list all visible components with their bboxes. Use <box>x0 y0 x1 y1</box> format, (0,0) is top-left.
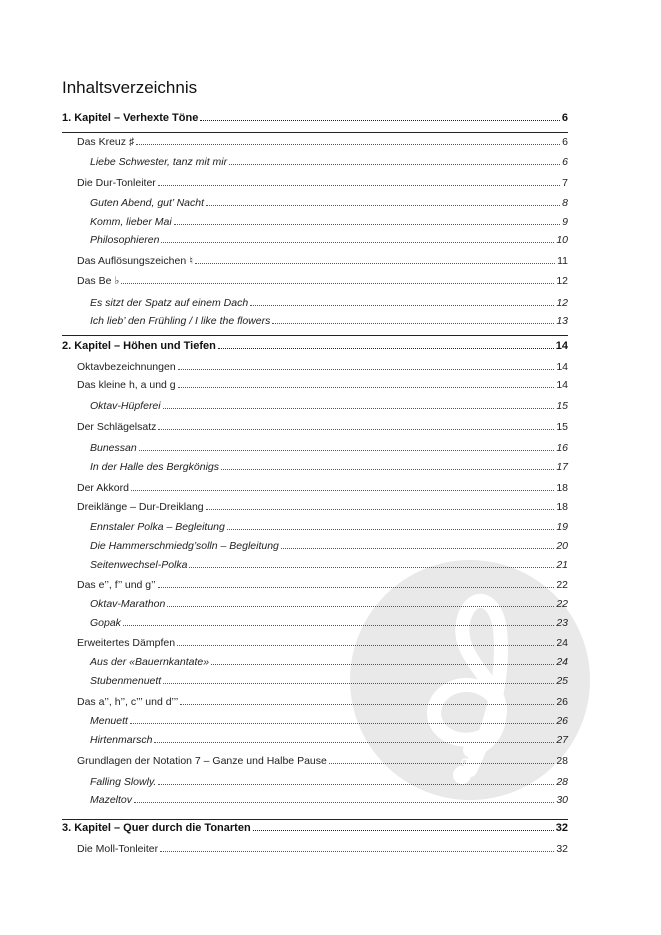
dot-leader <box>221 469 554 470</box>
toc-entry-page: 26 <box>556 715 568 727</box>
toc-entry-page: 27 <box>556 734 568 746</box>
toc-piece-entry[interactable] <box>90 442 568 454</box>
toc-entry-label: Die Hammerschmiedg’solln – Begleitung <box>90 540 279 552</box>
toc-entry-label: Komm, lieber Mai <box>90 216 172 228</box>
toc-piece-entry[interactable] <box>90 675 568 687</box>
dot-leader <box>272 323 554 324</box>
toc-piece-entry[interactable] <box>90 656 568 668</box>
toc-entry-page: 14 <box>555 340 568 352</box>
toc-section-entry[interactable] <box>77 379 568 391</box>
toc-entry-label: Der Akkord <box>77 482 129 494</box>
chapter-separator <box>62 335 568 336</box>
toc-entry-page: 19 <box>556 521 568 533</box>
dot-leader <box>250 305 554 306</box>
toc-entry-label: Oktav-Marathon <box>90 598 166 610</box>
toc-entry-label: Mazeltov <box>90 794 133 806</box>
toc-entry-label: Falling Slowly. <box>90 776 157 788</box>
dot-leader <box>121 283 554 284</box>
dot-leader <box>281 548 554 549</box>
dot-leader <box>158 587 555 588</box>
toc-entry-page: 24 <box>556 656 568 668</box>
dot-leader <box>158 429 554 430</box>
toc-piece-entry[interactable] <box>90 776 568 788</box>
toc-entry-page: 20 <box>556 540 568 552</box>
toc-entry-page: 23 <box>556 617 568 629</box>
toc-piece-entry[interactable] <box>90 216 568 228</box>
toc-section-entry[interactable] <box>77 755 568 767</box>
toc-entry-page: 14 <box>556 379 568 391</box>
toc-entry-label: Das Kreuz ♯ <box>77 136 135 148</box>
toc-entry-page: 28 <box>556 755 568 767</box>
dot-leader <box>178 369 555 370</box>
toc-entry-label: Der Schlägelsatz <box>77 421 157 433</box>
toc-piece-entry[interactable] <box>90 461 568 473</box>
toc-entry-page: 28 <box>556 776 568 788</box>
toc-piece-entry[interactable] <box>90 521 568 533</box>
toc-piece-entry[interactable] <box>90 559 568 571</box>
toc-entry-page: 6 <box>562 136 568 148</box>
toc-entry-page: 22 <box>556 598 568 610</box>
toc-entry-label: Grundlagen der Notation 7 – Ganze und Halbe Pause <box>77 755 327 767</box>
toc-entry-page: 26 <box>556 696 568 708</box>
dot-leader <box>227 529 554 530</box>
toc-entry-page: 22 <box>556 579 568 591</box>
dot-leader <box>178 387 555 388</box>
toc-chapter-entry[interactable] <box>62 340 568 352</box>
dot-leader <box>161 242 554 243</box>
dot-leader <box>206 205 560 206</box>
toc-entry-label: Aus der «Bauernkantate» <box>90 656 210 668</box>
dot-leader <box>180 704 554 705</box>
toc-section-entry[interactable] <box>77 136 568 148</box>
toc-section-entry[interactable] <box>77 843 568 855</box>
toc-piece-entry[interactable] <box>90 234 568 246</box>
toc-entry-page: 18 <box>556 501 568 513</box>
toc-piece-entry[interactable] <box>90 794 568 806</box>
toc-entry-label: Bunessan <box>90 442 137 454</box>
toc-entry-label: Oktav-Hüpferei <box>90 400 161 412</box>
toc-entry-label: Stubenmenuett <box>90 675 162 687</box>
dot-leader <box>163 408 555 409</box>
toc-entry-label: Das Auflösungszeichen ♮ <box>77 255 193 267</box>
toc-entry-label: Dreiklänge – Dur-Dreiklang <box>77 501 204 513</box>
toc-entry-page: 18 <box>556 482 568 494</box>
toc-section-entry[interactable] <box>77 275 568 287</box>
dot-leader <box>158 784 554 785</box>
toc-entry-label: Guten Abend, gut’ Nacht <box>90 197 205 209</box>
toc-entry-label: Hirtenmarsch <box>90 734 153 746</box>
toc-entry-page: 24 <box>556 637 568 649</box>
toc-entry-label: 1. Kapitel – Verhexte Töne <box>62 112 199 124</box>
toc-entry-page: 12 <box>556 297 568 309</box>
toc-section-entry[interactable] <box>77 482 568 494</box>
toc-piece-entry[interactable] <box>90 540 568 552</box>
dot-leader <box>177 645 554 646</box>
dot-leader <box>329 763 554 764</box>
toc-piece-entry[interactable] <box>90 197 568 209</box>
dot-leader <box>131 490 554 491</box>
toc-entry-label: Die Dur-Tonleiter <box>77 177 156 189</box>
toc-piece-entry[interactable] <box>90 156 568 168</box>
toc-piece-entry[interactable] <box>90 297 568 309</box>
dot-leader <box>218 348 554 349</box>
toc-entry-page: 32 <box>556 843 568 855</box>
toc-entry-page: 11 <box>557 255 568 267</box>
toc-entry-label: 2. Kapitel – Höhen und Tiefen <box>62 340 216 352</box>
dot-leader <box>167 606 554 607</box>
toc-piece-entry[interactable] <box>90 598 568 610</box>
toc-entry-label: Liebe Schwester, tanz mit mir <box>90 156 228 168</box>
dot-leader <box>154 742 554 743</box>
toc-section-entry[interactable] <box>77 501 568 513</box>
toc-section-entry[interactable] <box>77 637 568 649</box>
toc-entry-label: Das a’’, h’’, c’’’ und d’’’ <box>77 696 179 708</box>
dot-leader <box>123 625 554 626</box>
toc-piece-entry[interactable] <box>90 617 568 629</box>
toc-entry-label: Die Moll-Tonleiter <box>77 843 159 855</box>
toc-section-entry[interactable] <box>77 579 568 591</box>
dot-leader <box>189 567 554 568</box>
dot-leader <box>136 144 560 145</box>
toc-section-entry[interactable] <box>77 696 568 708</box>
toc-entry-page: 32 <box>555 822 568 834</box>
dot-leader <box>139 450 555 451</box>
toc-entry-label: Menuett <box>90 715 128 727</box>
toc-entry-page: 12 <box>556 275 568 287</box>
dot-leader <box>158 185 560 186</box>
toc-entry-page: 6 <box>562 156 568 168</box>
toc-entry-page: 25 <box>556 675 568 687</box>
toc-entry-page: 14 <box>556 361 568 373</box>
toc-entry-label: In der Halle des Bergkönigs <box>90 461 219 473</box>
toc-entry-page: 16 <box>556 442 568 454</box>
toc-entry-label: Gopak <box>90 617 121 629</box>
toc-entry-label: Das e’’, f’’ und g’’ <box>77 579 156 591</box>
dot-leader <box>195 263 555 264</box>
toc-entry-label: Das kleine h, a und g <box>77 379 176 391</box>
toc-entry-page: 13 <box>556 315 568 327</box>
toc-section-entry[interactable] <box>77 361 568 373</box>
dot-leader <box>229 164 560 165</box>
dot-leader <box>163 683 554 684</box>
toc-piece-entry[interactable] <box>90 400 568 412</box>
toc-entry-label: Oktavbezeichnungen <box>77 361 176 373</box>
toc-entry-page: 8 <box>562 197 568 209</box>
dot-leader <box>174 224 560 225</box>
dot-leader <box>211 664 554 665</box>
toc-entry-label: Ennstaler Polka – Begleitung <box>90 521 225 533</box>
chapter-separator <box>62 819 568 820</box>
dot-leader <box>200 120 560 121</box>
dot-leader <box>130 723 554 724</box>
toc-piece-entry[interactable] <box>90 715 568 727</box>
toc-entry-label: Es sitzt der Spatz auf einem Dach <box>90 297 249 309</box>
toc-entry-page: 15 <box>556 421 568 433</box>
toc-entry-page: 7 <box>562 177 568 189</box>
watermark-text: BOLETO <box>455 728 489 776</box>
dot-leader <box>160 851 554 852</box>
toc-entry-page: 21 <box>556 559 568 571</box>
toc-chapter-entry[interactable] <box>62 112 568 124</box>
toc-entry-label: 3. Kapitel – Quer durch die Tonarten <box>62 822 251 834</box>
toc-title: Inhaltsverzeichnis <box>62 78 198 97</box>
toc-entry-page: 9 <box>562 216 568 228</box>
toc-entry-label: Erweitertes Dämpfen <box>77 637 176 649</box>
dot-leader <box>134 802 554 803</box>
toc-piece-entry[interactable] <box>90 315 568 327</box>
toc-entry-label: Das Be ♭ <box>77 275 120 287</box>
toc-section-entry[interactable] <box>77 421 568 433</box>
toc-entry-label: Philosophieren <box>90 234 160 246</box>
toc-entry-label: Ich lieb’ den Frühling / I like the flowers <box>90 315 271 327</box>
dot-leader <box>206 509 555 510</box>
toc-section-entry[interactable] <box>77 177 568 189</box>
toc-chapter-entry[interactable] <box>62 822 568 834</box>
toc-entry-page: 30 <box>556 794 568 806</box>
toc-entry-page: 10 <box>556 234 568 246</box>
dot-leader <box>253 830 554 831</box>
toc-entry-label: Seitenwechsel-Polka <box>90 559 188 571</box>
chapter-separator <box>62 132 568 133</box>
toc-piece-entry[interactable] <box>90 734 568 746</box>
toc-entry-page: 15 <box>556 400 568 412</box>
toc-entry-page: 6 <box>561 112 568 124</box>
toc-entry-page: 17 <box>556 461 568 473</box>
toc-section-entry[interactable] <box>77 255 568 267</box>
